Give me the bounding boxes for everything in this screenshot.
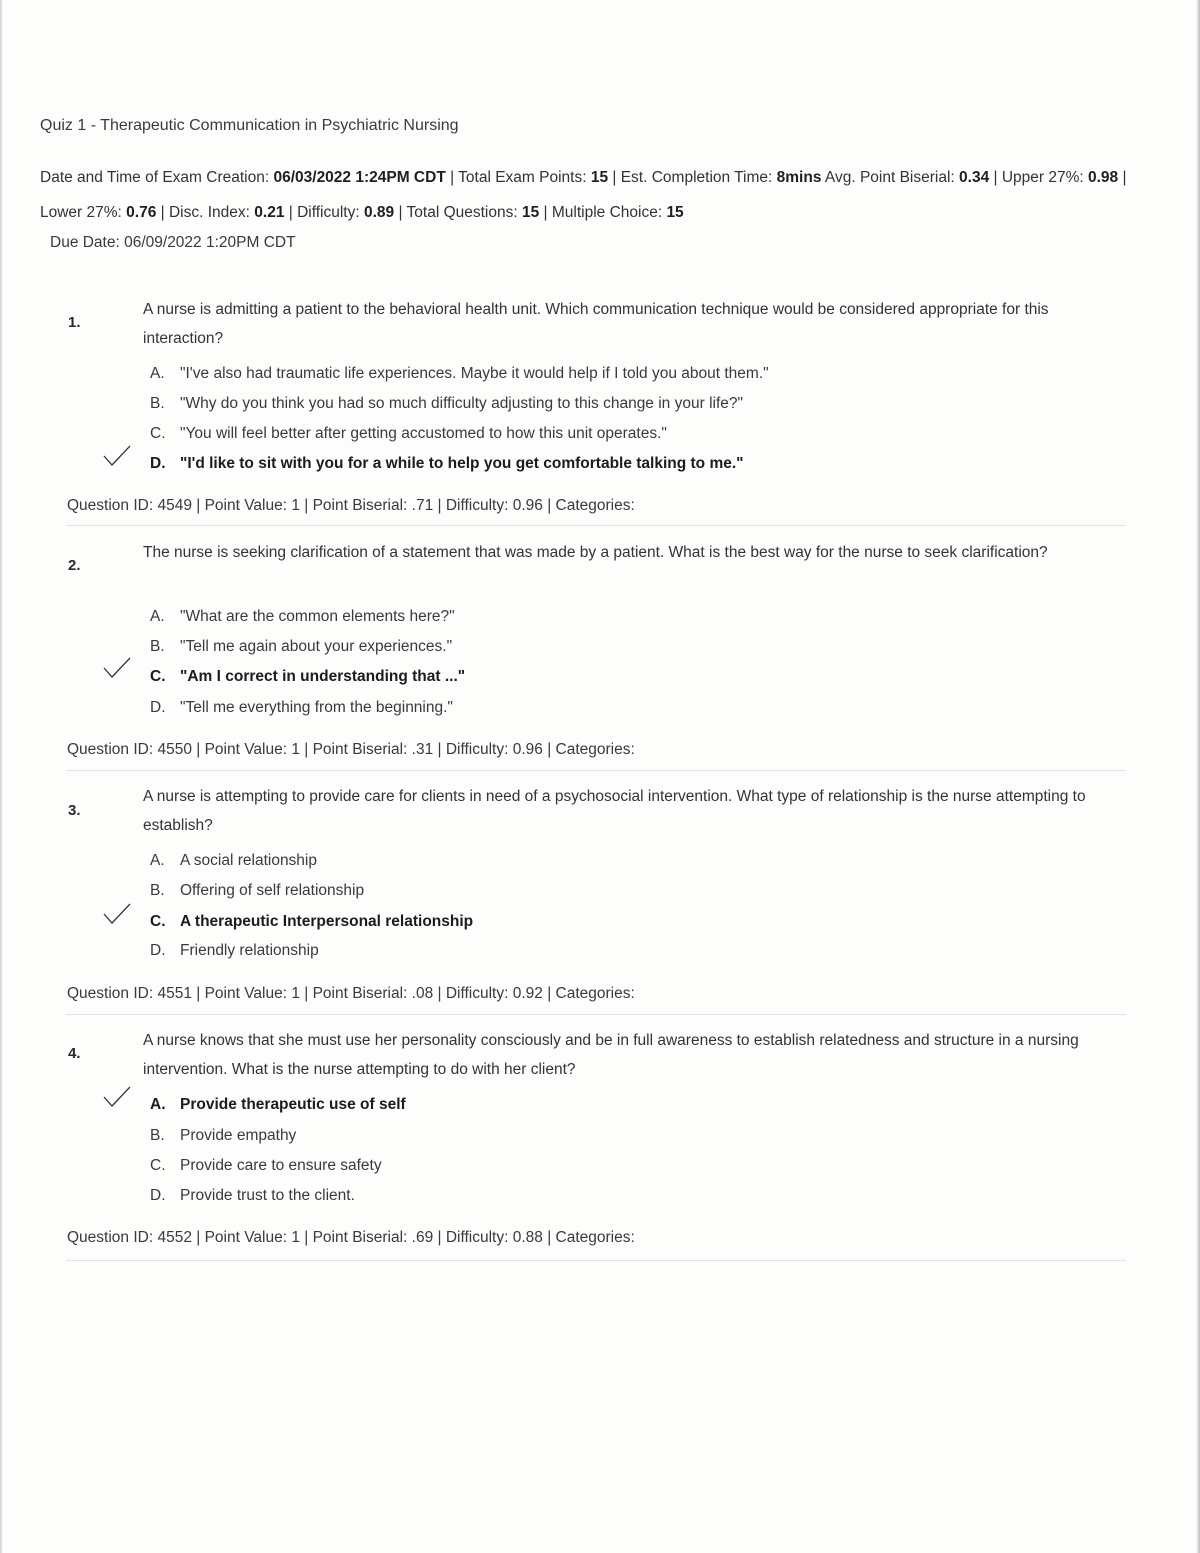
completion-label: | Est. Completion Time:	[608, 169, 777, 186]
question-meta: Question ID: 4550 | Point Value: 1 | Point Biserial: .31 | Difficulty: 0.96 | Categories:	[67, 741, 635, 758]
biserial-value: 0.34	[959, 169, 990, 186]
question-text: A nurse is attempting to provide care for clients in need of a psychosocial intervention. What type of relationship is the nurse attempting to establish?	[143, 788, 1086, 834]
answer-text: "Tell me again about your experiences."	[180, 638, 453, 655]
answer-letter: D.	[150, 699, 166, 716]
answer-option-c	[150, 419, 667, 449]
answer-text: A social relationship	[180, 852, 317, 869]
answer-text: A therapeutic Interpersonal relationship	[180, 913, 474, 930]
mc-value: 15	[666, 204, 684, 221]
points-value: 15	[590, 169, 609, 186]
checkmark-icon	[102, 902, 132, 926]
questions-value: 15	[521, 204, 540, 221]
question-text: The nurse is seeking clarification of a statement that was made by a patient. What is the best way for the nurse to seek clarification?	[143, 544, 1048, 561]
answer-option-b	[150, 389, 743, 419]
checkmark-icon	[102, 444, 132, 468]
answer-option-b	[150, 632, 452, 662]
completion-value: 8mins	[776, 169, 822, 186]
created-value: 06/03/2022 1:24PM CDT	[273, 169, 446, 186]
page-edge-left	[0, 0, 3, 1553]
answer-text: "Am I correct in understanding that ..."	[180, 668, 466, 685]
answer-text: Provide therapeutic use of self	[180, 1096, 406, 1113]
exam-metadata	[40, 160, 1160, 230]
lower-label: | Lower 27%:	[40, 169, 1127, 221]
question-divider	[66, 770, 1126, 771]
question-divider	[66, 1260, 1126, 1261]
upper-value: 0.98	[1088, 169, 1119, 186]
questions-label: | Total Questions:	[394, 204, 522, 221]
question-number: 1.	[68, 314, 81, 331]
answer-letter: B.	[150, 882, 165, 899]
answer-text: Provide care to ensure safety	[180, 1157, 382, 1174]
answer-text: Provide empathy	[180, 1127, 297, 1144]
answer-letter: C.	[150, 913, 166, 930]
question-number: 4.	[68, 1045, 81, 1062]
question-meta: Question ID: 4549 | Point Value: 1 | Point Biserial: .71 | Difficulty: 0.96 | Categories:	[67, 497, 635, 514]
difficulty-label: | Difficulty:	[284, 204, 364, 221]
answer-option-c	[150, 1151, 382, 1181]
answer-letter: A.	[150, 852, 165, 869]
quiz-title: Quiz 1 - Therapeutic Communication in Psychiatric Nursing	[40, 117, 459, 134]
answer-letter: D.	[150, 942, 166, 959]
question-divider	[66, 525, 1126, 526]
question-text: A nurse is admitting a patient to the behavioral health unit. Which communication technique would be considered appropriate for this interaction?	[143, 301, 1049, 347]
answer-text: "I'd like to sit with you for a while to help you get comfortable talking to me."	[180, 455, 744, 472]
answer-letter: A.	[150, 1096, 166, 1113]
lower-value: 0.76	[126, 204, 157, 221]
answer-option-d	[150, 1181, 355, 1211]
answer-text: "Tell me everything from the beginning."	[180, 699, 453, 716]
answer-option-c	[150, 662, 465, 692]
upper-label: | Upper 27%:	[989, 169, 1088, 186]
question-number: 2.	[68, 557, 81, 574]
answer-option-d	[150, 936, 319, 966]
answer-option-a	[150, 602, 455, 632]
disc-value: 0.21	[254, 204, 285, 221]
mc-label: | Multiple Choice:	[539, 204, 667, 221]
answer-option-b	[150, 876, 364, 906]
question-divider	[66, 1014, 1126, 1015]
answer-letter: A.	[150, 365, 165, 382]
answer-letter: B.	[150, 395, 165, 412]
answer-letter: A.	[150, 608, 165, 625]
answer-letter: C.	[150, 425, 166, 442]
answer-letter: B.	[150, 1127, 165, 1144]
answer-letter: B.	[150, 638, 165, 655]
answer-text: Friendly relationship	[180, 942, 319, 959]
difficulty-value: 0.89	[363, 204, 395, 221]
answer-option-b	[150, 1121, 296, 1151]
answer-text: "What are the common elements here?"	[180, 608, 455, 625]
disc-label: | Disc. Index:	[156, 204, 255, 221]
answer-option-d	[150, 693, 453, 723]
checkmark-icon	[102, 656, 132, 680]
due-date: Due Date: 06/09/2022 1:20PM CDT	[50, 234, 296, 251]
question-text: A nurse knows that she must use her personality consciously and be in full awareness to establish relatedness and structure in a nursing intervention. What is the nurse attempting to do with her client?	[143, 1032, 1079, 1078]
question-meta: Question ID: 4551 | Point Value: 1 | Point Biserial: .08 | Difficulty: 0.92 | Categories:	[67, 985, 635, 1002]
answer-letter: D.	[150, 455, 166, 472]
created-label: Date and Time of Exam Creation:	[40, 169, 274, 186]
answer-option-a	[150, 359, 769, 389]
answer-option-a	[150, 1090, 406, 1120]
answer-text: "Why do you think you had so much difficulty adjusting to this change in your life?"	[180, 395, 744, 412]
answer-letter: C.	[150, 668, 166, 685]
page-edge-right	[1196, 0, 1200, 1553]
answer-text: "You will feel better after getting accustomed to how this unit operates."	[180, 425, 667, 442]
answer-letter: D.	[150, 1187, 166, 1204]
answer-option-d	[150, 449, 744, 479]
answer-text: Provide trust to the client.	[180, 1187, 355, 1204]
biserial-label: Avg. Point Biserial:	[821, 169, 960, 186]
answer-option-a	[150, 846, 317, 876]
answer-text: "I've also had traumatic life experiences. Maybe it would help if I told you about them."	[180, 365, 769, 382]
question-meta: Question ID: 4552 | Point Value: 1 | Point Biserial: .69 | Difficulty: 0.88 | Categories:	[67, 1229, 635, 1246]
answer-letter: C.	[150, 1157, 166, 1174]
question-number: 3.	[68, 802, 81, 819]
answer-text: Offering of self relationship	[180, 882, 365, 899]
answer-option-c	[150, 907, 473, 937]
points-label: | Total Exam Points:	[445, 169, 591, 186]
checkmark-icon	[102, 1085, 132, 1109]
